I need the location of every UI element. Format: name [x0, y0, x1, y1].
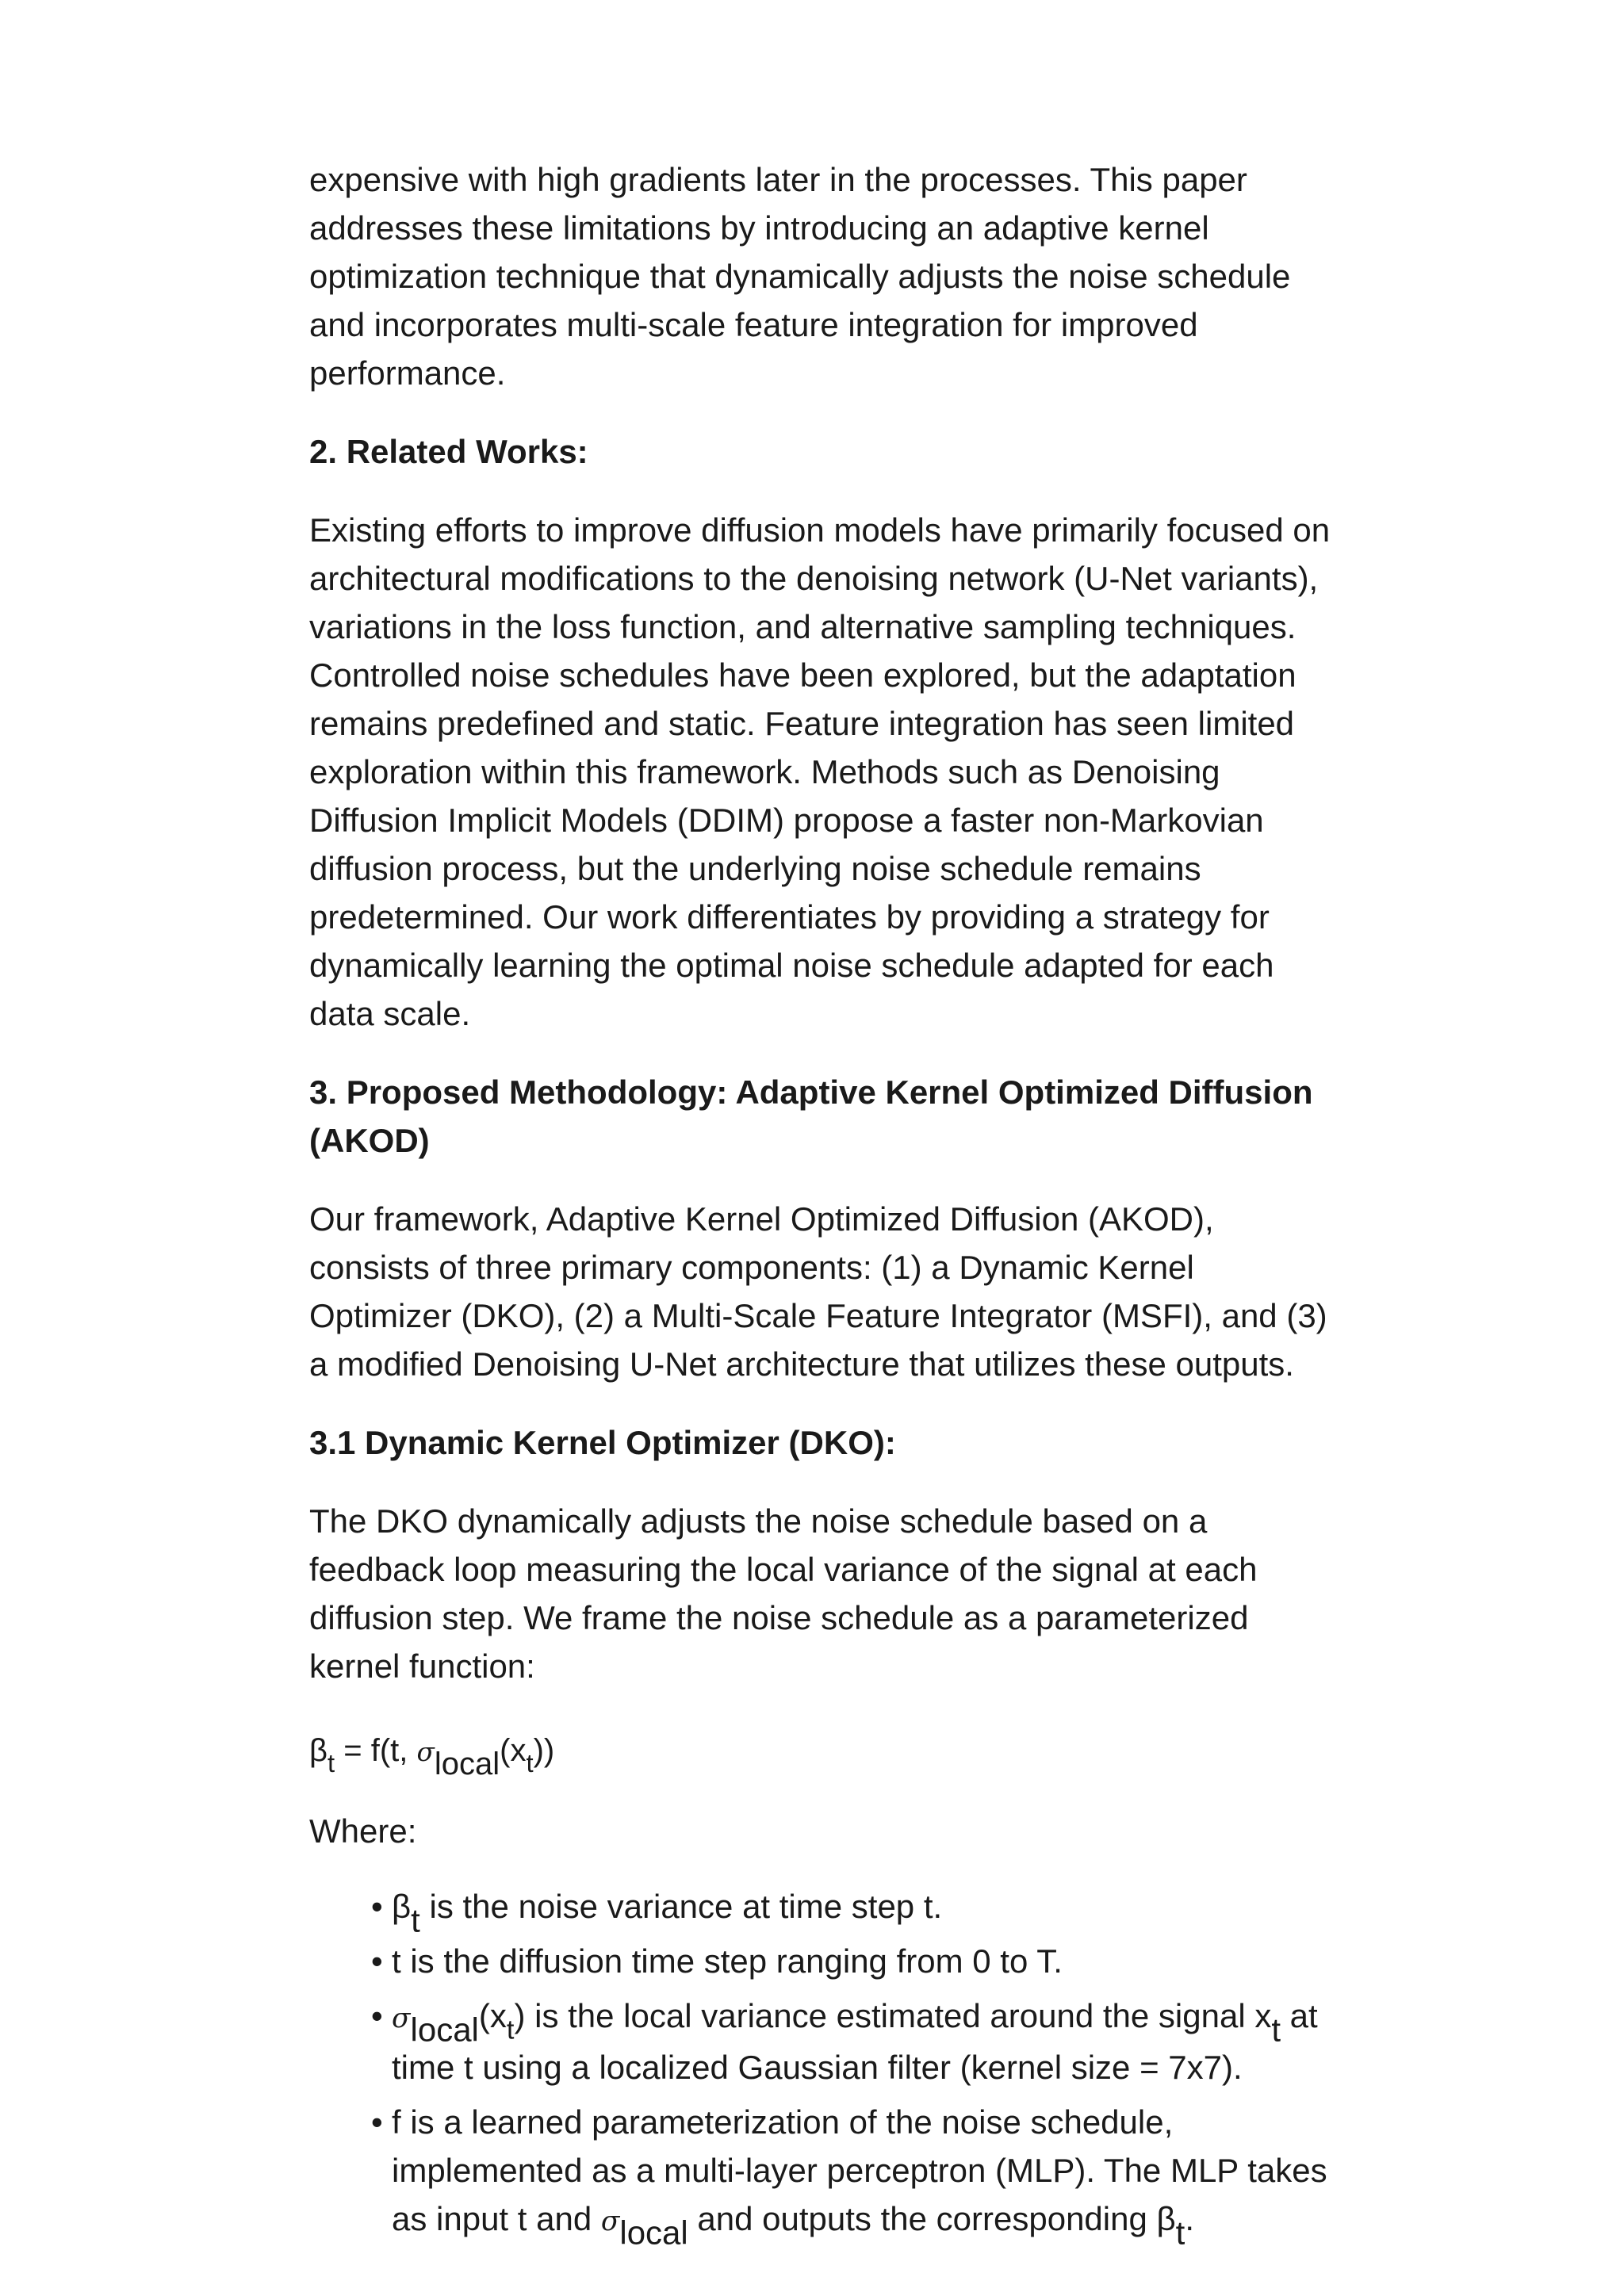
equation-close: ))	[533, 1733, 555, 1768]
methodology-heading: 3. Proposed Methodology: Adaptive Kernel Optimized Diffusion (AKOD)	[309, 1073, 1313, 1159]
dko-paragraph: The DKO dynamically adjusts the noise schedule based on a feedback loop measuring the local variance of the signal at each diffusion step. We frame the noise schedule as a parameterized kernel function:	[309, 1502, 1258, 1685]
equation-sigma: σ	[416, 1737, 435, 1767]
b1-sub-t: t	[411, 1901, 420, 1939]
b4-sigma: σ	[600, 2206, 620, 2237]
dko-heading: 3.1 Dynamic Kernel Optimizer (DKO):	[309, 1424, 896, 1461]
equation-mid: = f(t,	[335, 1733, 417, 1768]
list-item-t	[392, 1937, 1340, 1985]
b3-sub-local: local	[410, 2011, 479, 2049]
definition-list	[309, 1882, 1340, 2252]
b4-text-b: and outputs the corresponding β	[688, 2200, 1176, 2237]
b4-sub-local: local	[619, 2214, 688, 2252]
list-item-f	[392, 2098, 1340, 2252]
b4-sub-t: t	[1175, 2214, 1185, 2252]
b4-text-c: .	[1185, 2200, 1194, 2237]
b1-beta: β	[392, 1888, 412, 1925]
equation-sub-t2: t	[526, 1747, 534, 1777]
paper-page	[309, 155, 1340, 2252]
equation-sub-t: t	[327, 1747, 335, 1777]
b3-open: (x	[478, 1997, 507, 2034]
methodology-paragraph: Our framework, Adaptive Kernel Optimized Diffusion (AKOD), consists of three primary components: (1) a Dynamic Kernel Optimizer (DKO), (2) a Multi-Scale Feature Integrator (MSFI), and (3) a modified Denoising U-Net architecture that utilizes these outputs.	[309, 1200, 1327, 1383]
equation-open: (x	[500, 1733, 527, 1768]
equation-beta: β	[309, 1733, 328, 1768]
list-item-sigma	[392, 1992, 1340, 2091]
related-works-paragraph: Existing efforts to improve diffusion models have primarily focused on architectural modifications to the denoising network (U-Net variants), variations in the loss function, and alternative sampling techniques. Controlled noise schedules have been explored, but the adaptation remains predefined and static. Feature integration has seen limited exploration within this framework. Methods such as Denoising Diffusion Implicit Models (DDIM) propose a faster non-Markovian diffusion process, but the underlying noise schedule remains predetermined. Our work differentiates by providing a strategy for dynamically learning the optimal noise schedule adapted for each data scale.	[309, 511, 1331, 1032]
b3-text-a: ) is the local variance estimated around the signal x	[514, 1997, 1272, 2034]
intro-paragraph: expensive with high gradients later in the processes. This paper addresses these limitations by introducing an adaptive kernel optimization technique that dynamically adjusts the noise schedule and incorporates multi-scale feature integration for improved performance.	[309, 161, 1291, 392]
b3-sigma: σ	[392, 2003, 411, 2034]
b3-sub-t2: t	[1271, 2011, 1281, 2049]
equation-sub-local: local	[434, 1746, 500, 1781]
b3-sub-t: t	[506, 2015, 515, 2045]
b1-text: is the noise variance at time step t.	[419, 1888, 943, 1925]
list-item-beta	[392, 1882, 1340, 1939]
related-works-heading: 2. Related Works:	[309, 433, 588, 470]
b2-text: t is the diffusion time step ranging from 0 to T.	[392, 1942, 1063, 1980]
b4-text-a: f is a learned parameterization of the noise schedule, implemented as a multi-layer perceptron (MLP). The MLP takes as input t and	[392, 2103, 1327, 2237]
noise-schedule-equation	[309, 1727, 1340, 1781]
b3-text-b: at time t using a localized Gaussian filter (kernel size = 7x7).	[392, 1997, 1318, 2086]
where-label: Where:	[309, 1812, 417, 1850]
